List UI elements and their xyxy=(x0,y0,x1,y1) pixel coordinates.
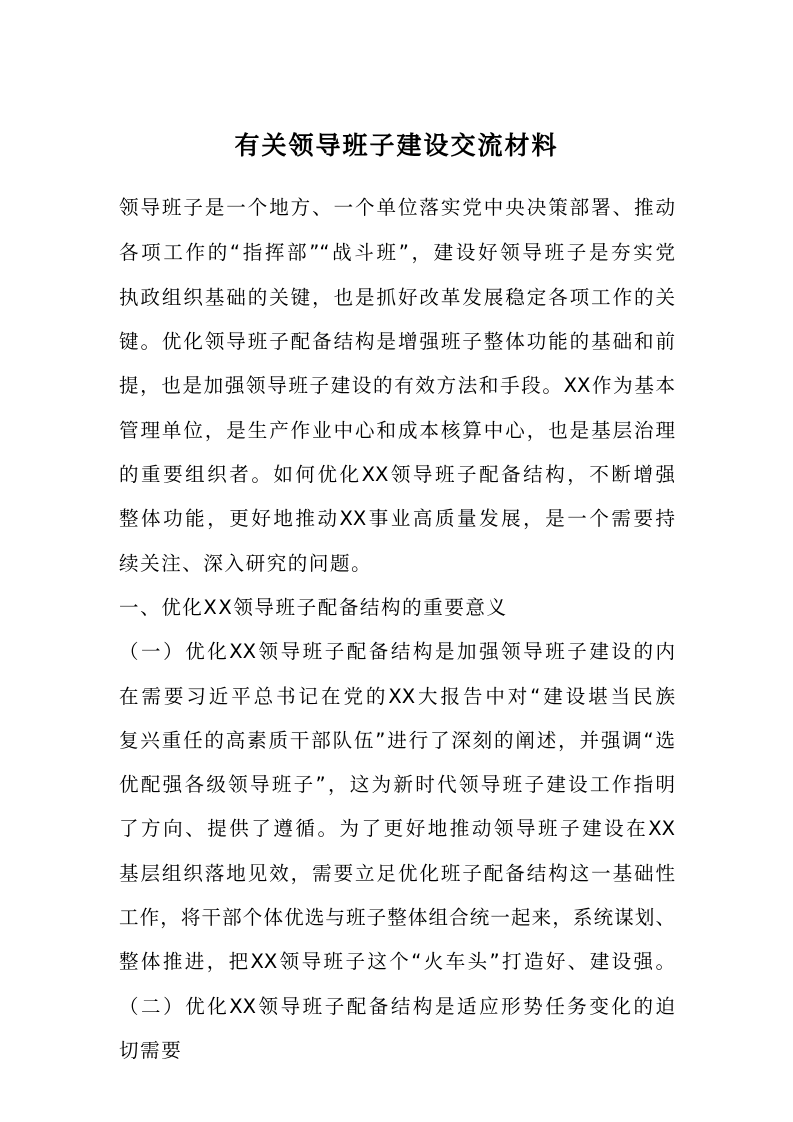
body-line-7: 的重要组织者。如何优化XX领导班子配备结构，不断增强 xyxy=(119,463,675,486)
body-line-9: 续关注、深入研究的问题。 xyxy=(119,552,373,575)
body-line-20: 切需要 xyxy=(119,1039,183,1062)
body-line-4: 键。优化领导班子配备结构是增强班子整体功能的基础和前 xyxy=(119,330,675,353)
body-line-18: 整体推进，把XX领导班子这个“火车头”打造好、建设强。 xyxy=(119,950,675,973)
body-line-1: 领导班子是一个地方、一个单位落实党中央决策部署、推动 xyxy=(119,196,675,219)
body-line-5: 提，也是加强领导班子建设的有效方法和手段。XX作为基本 xyxy=(119,374,675,397)
body-line-15: 了方向、提供了遵循。为了更好地推动领导班子建设在XX xyxy=(119,817,675,840)
body-line-3: 执政组织基础的关键，也是抓好改革发展稳定各项工作的关 xyxy=(119,286,675,309)
body-line-13: 复兴重任的高素质干部队伍”进行了深刻的阐述，并强调“选 xyxy=(119,729,675,752)
body-line-8: 整体功能，更好地推动XX事业高质量发展，是一个需要持 xyxy=(119,507,675,530)
section-heading-1: 一、优化XX领导班子配备结构的重要意义 xyxy=(119,596,508,619)
subsection-heading-1: （一）优化XX领导班子配备结构是加强领导班子建设的内 xyxy=(119,640,675,663)
document-title: 有关领导班子建设交流材料 xyxy=(234,131,559,160)
body-line-12: 在需要习近平总书记在党的XX大报告中对“建设堪当民族 xyxy=(119,685,675,708)
body-line-6: 管理单位，是生产作业中心和成本核算中心，也是基层治理 xyxy=(119,419,675,442)
body-line-14: 优配强各级领导班子”，这为新时代领导班子建设工作指明 xyxy=(119,773,675,796)
body-line-17: 工作，将干部个体优选与班子整体组合统一起来，系统谋划、 xyxy=(119,906,675,929)
body-line-16: 基层组织落地见效，需要立足优化班子配备结构这一基础性 xyxy=(119,862,675,885)
body-line-2: 各项工作的“指挥部”“战斗班”，建设好领导班子是夯实党 xyxy=(119,241,675,264)
subsection-heading-2: （二）优化XX领导班子配备结构是适应形势任务变化的迫 xyxy=(119,995,675,1018)
